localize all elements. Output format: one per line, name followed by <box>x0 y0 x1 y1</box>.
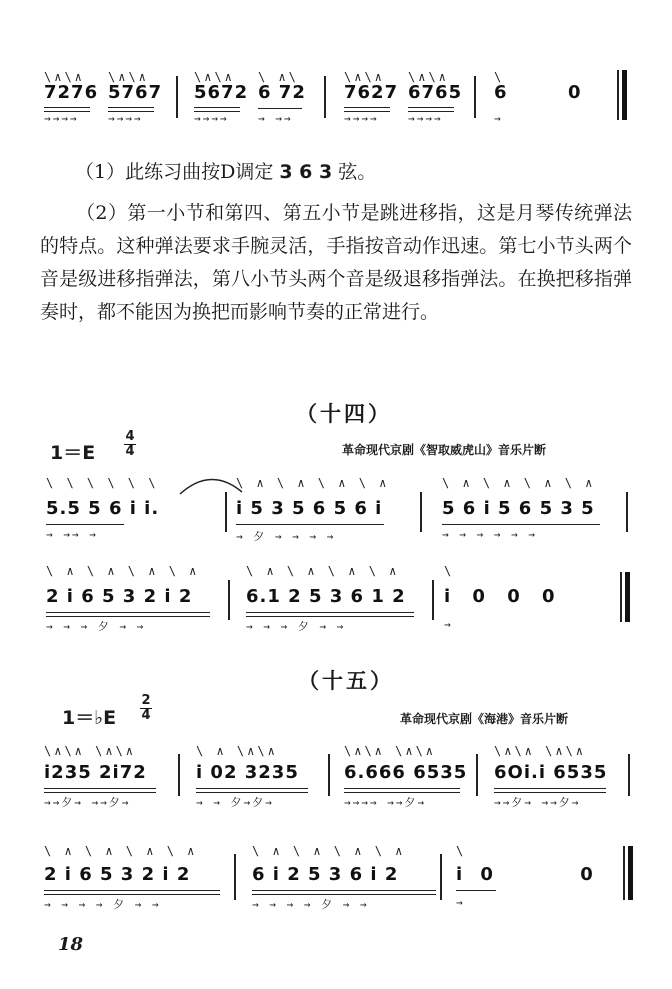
rhythm-underline <box>44 890 220 895</box>
ornament-marks: \∧\∧ \∧\∧ <box>494 744 587 758</box>
rhythm-underline <box>258 108 302 109</box>
bar-line <box>628 754 630 796</box>
ornament-marks: \∧\∧ <box>194 70 235 84</box>
note-group: 7276 <box>44 82 99 103</box>
final-bar-line <box>625 572 630 622</box>
note-1-suffix: 弦。 <box>338 161 377 183</box>
fingering-marks: → →→ <box>258 112 293 125</box>
ornament-marks: \ ∧ \ ∧ \ ∧ \ ∧ <box>236 476 390 490</box>
fingering-marks: → → → → → → <box>442 528 537 541</box>
rhythm-underline <box>344 788 460 793</box>
fingering-marks: → 夕 → → → → <box>236 530 336 543</box>
bar-line <box>432 580 434 620</box>
bar-line <box>626 492 628 532</box>
note-group: i 5 3 5 6 5 6 i <box>236 498 383 519</box>
ornament-marks: \∧\∧ <box>344 70 385 84</box>
note-group: 5 6 i 5 6 5 3 5 <box>442 498 595 519</box>
bar-line <box>178 754 180 796</box>
bar-line <box>234 854 236 900</box>
note-1 <box>75 156 595 189</box>
bar-line <box>324 76 326 118</box>
note-2: （2）第一小节和第四、第五小节是跳进移指，这是月琴传统弹法的特点。这种弹法要求手腕灵活，手指按音动作迅速。第七小节头两个音是级进移指弹法，第八小节头两个音是级退移指弹法。在换把移指弹奏时，都不能因为换把而影响节奏的正常进行。 <box>40 202 632 323</box>
note-1-tuning: 3 6 3 <box>279 161 333 183</box>
exercise-14-source: 革命现代京剧《智取威虎山》音乐片断 <box>342 443 547 457</box>
fingering-marks: → <box>456 896 465 909</box>
fingering-marks: → → → → 夕 → → <box>44 898 161 911</box>
ornament-marks: \ <box>456 844 467 858</box>
note-group: 6.1 2 5 3 6 1 2 <box>246 586 406 607</box>
note-group: i 0 0 <box>456 864 594 885</box>
note-group: 5767 <box>108 82 163 103</box>
fingering-marks: → <box>444 618 453 631</box>
ornament-marks: \ ∧\ <box>258 70 299 84</box>
exercise-14-key: 1＝E <box>50 442 96 464</box>
note-group: i 02 3235 <box>196 762 299 783</box>
note-group: 5.5 5 6 i i. <box>46 498 160 519</box>
rhythm-underline <box>456 890 496 891</box>
ornament-marks: \ <box>494 70 505 84</box>
ornament-marks: \∧\∧ \∧\∧ <box>344 744 437 758</box>
exercise-14-line-1 <box>0 472 672 552</box>
exercise-15-time-signature <box>140 695 152 722</box>
time-bottom: 4 <box>141 708 151 723</box>
ornament-marks: \∧\∧ <box>108 70 149 84</box>
rhythm-underline <box>196 788 308 793</box>
note-group: 2 i 6 5 3 2 i 2 <box>44 864 191 885</box>
note-group: 6.666 6535 <box>344 762 468 783</box>
fingering-marks: →→夕→ →→夕→ <box>494 796 581 809</box>
time-top: 2 <box>141 693 151 708</box>
page-number: 18 <box>58 934 84 955</box>
bar-line <box>176 76 178 118</box>
rhythm-underline <box>442 524 600 525</box>
bar-line <box>623 846 625 900</box>
slur <box>178 472 244 496</box>
bar-line <box>474 76 476 118</box>
rhythm-underline <box>252 890 436 895</box>
fingering-marks: → → → 夕 → → <box>46 620 146 633</box>
note-1-prefix: （1）此练习曲按D调定 <box>75 161 274 183</box>
ornament-marks: \ ∧ \ ∧ \ ∧ \ ∧ <box>252 844 406 858</box>
fingering-marks: →→夕→ →→夕→ <box>44 796 131 809</box>
note-group: 7627 <box>344 82 399 103</box>
rhythm-underline <box>46 612 210 617</box>
exercise-14-time-signature <box>124 431 136 458</box>
note-group: 6 <box>494 82 508 103</box>
note-group: i235 2i72 <box>44 762 147 783</box>
fingering-marks: → <box>494 112 503 125</box>
rhythm-underline <box>236 524 384 525</box>
fingering-marks: → → → 夕 → → <box>246 620 346 633</box>
ornament-marks: \ <box>444 564 455 578</box>
ornament-marks: \ ∧ \ ∧ \ ∧ \ ∧ <box>246 564 400 578</box>
fingering-marks: → → → → 夕 → → <box>252 898 369 911</box>
bar-line <box>328 754 330 796</box>
fingering-marks: → → 夕→夕→ <box>196 796 274 809</box>
fingering-marks: →→→→ <box>408 112 443 125</box>
rhythm-underline <box>46 524 124 525</box>
ornament-marks: \ ∧ \ ∧ \ ∧ \ ∧ <box>46 564 200 578</box>
note-group: 6 72 <box>258 82 306 103</box>
ornament-marks: \∧\∧ <box>408 70 449 84</box>
rhythm-underline <box>44 788 156 793</box>
bar-line <box>476 754 478 796</box>
rhythm-underline <box>246 612 414 617</box>
note-group: 5672 <box>194 82 249 103</box>
bar-line <box>440 854 442 900</box>
final-bar-line <box>622 70 627 120</box>
ornament-marks: \∧\∧ \∧\∧ <box>44 744 137 758</box>
note-group: 6Oi.i 6535 <box>494 762 608 783</box>
exercise-14-line-2 <box>0 560 672 640</box>
final-bar-line <box>628 846 633 900</box>
ornament-marks: \ ∧ \∧\∧ <box>196 744 278 758</box>
top-staff <box>0 62 672 142</box>
fingering-marks: →→→→ <box>194 112 229 125</box>
note-group: 6765 <box>408 82 463 103</box>
exercise-15-source: 革命现代京剧《海港》音乐片断 <box>400 712 569 726</box>
bar-line <box>617 70 619 120</box>
bar-line <box>225 492 227 532</box>
rest-note: 0 <box>568 82 582 103</box>
exercise-15-key: 1＝♭E <box>62 707 117 729</box>
ornament-marks: \ ∧ \ ∧ \ ∧ \ ∧ <box>44 844 198 858</box>
time-bottom: 4 <box>125 444 135 459</box>
ornament-marks: \ ∧ \ ∧ \ ∧ \ ∧ <box>442 476 596 490</box>
ornament-marks: \ \ \ \ \ \ <box>46 476 159 490</box>
exercise-15-heading: （十五） <box>298 669 394 693</box>
exercise-15-line-2 <box>0 840 672 920</box>
time-top: 4 <box>125 429 135 444</box>
fingering-marks: →→→→ <box>344 112 379 125</box>
note-group: 6 i 2 5 3 6 i 2 <box>252 864 399 885</box>
bar-line <box>228 580 230 620</box>
fingering-marks: →→→→ <box>44 112 79 125</box>
fingering-marks: →→→→ <box>108 112 143 125</box>
bar-line <box>420 492 422 532</box>
exercise-15-line-1 <box>0 740 672 820</box>
note-group: 2 i 6 5 3 2 i 2 <box>46 586 193 607</box>
note-group: i 0 0 0 <box>444 586 556 607</box>
rhythm-underline <box>494 788 606 793</box>
bar-line <box>620 572 622 622</box>
exercise-14-heading: （十四） <box>296 402 392 426</box>
fingering-marks: →→→→ →→夕→ <box>344 796 426 809</box>
fingering-marks: → →→ → <box>46 528 98 541</box>
ornament-marks: \∧\∧ <box>44 70 85 84</box>
